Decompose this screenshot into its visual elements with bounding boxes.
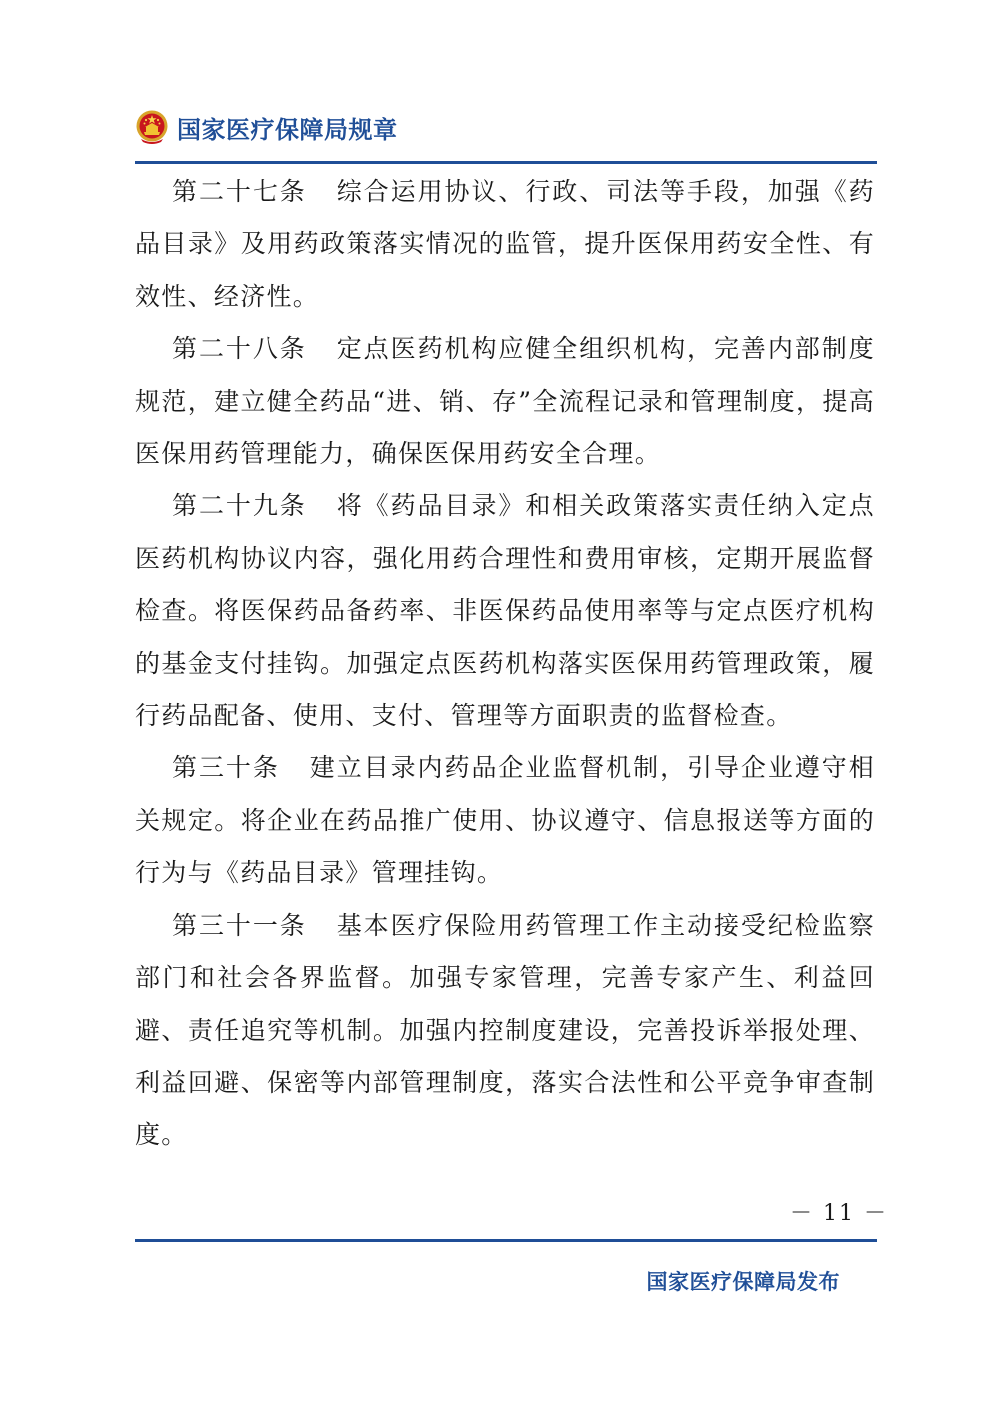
article-text: 建立目录内药品企业监督机制，引导企业遵守相关规定。将企业在药品推广使用、协议遵守、信息报送等方面的行为与《药品目录》管理挂钩。 (135, 753, 875, 888)
footer-divider (135, 1239, 877, 1242)
article-number: 第二十八条 (172, 334, 307, 364)
page-header (135, 104, 877, 150)
article-number: 第二十九条 (172, 491, 307, 521)
article-31 (135, 900, 875, 1162)
document-body (135, 166, 875, 1162)
header-title: 国家医疗保障局规章 (177, 115, 398, 144)
article-number: 第三十一条 (172, 910, 307, 940)
article-28 (135, 323, 875, 480)
header-divider (135, 161, 877, 164)
article-text: 将《药品目录》和相关政策落实责任纳入定点医药机构协议内容，强化用药合理性和费用审核，定期开展监督检查。将医保药品备药率、非医保药品使用率等与定点医疗机构的基金支付挂钩。加强定点医药机构落实医保用药管理政策，履行药品配备、使用、支付、管理等方面职责的监督检查。 (135, 491, 875, 731)
page-number: － 11 － (790, 1201, 888, 1226)
article-text: 定点医药机构应健全组织机构，完善内部制度规范，建立健全药品“进、销、存”全流程记录和管理制度，提高医保用药管理能力，确保医保用药安全合理。 (135, 334, 875, 469)
article-27 (135, 166, 875, 323)
footer-publisher: 国家医疗保障局发布 (646, 1270, 840, 1294)
article-29 (135, 480, 875, 742)
national-emblem-icon (135, 108, 169, 146)
article-text: 综合运用协议、行政、司法等手段，加强《药品目录》及用药政策落实情况的监管，提升医保用药安全性、有效性、经济性。 (135, 177, 875, 311)
article-number: 第三十条 (172, 753, 280, 783)
article-number: 第二十七条 (172, 177, 307, 206)
article-text: 基本医疗保险用药管理工作主动接受纪检监察部门和社会各界监督。加强专家管理，完善专家产生、利益回避、责任追究等机制。加强内控制度建设，完善投诉举报处理、利益回避、保密等内部管理制度，落实合法性和公平竞争审查制度。 (135, 910, 875, 1150)
article-30 (135, 742, 875, 899)
